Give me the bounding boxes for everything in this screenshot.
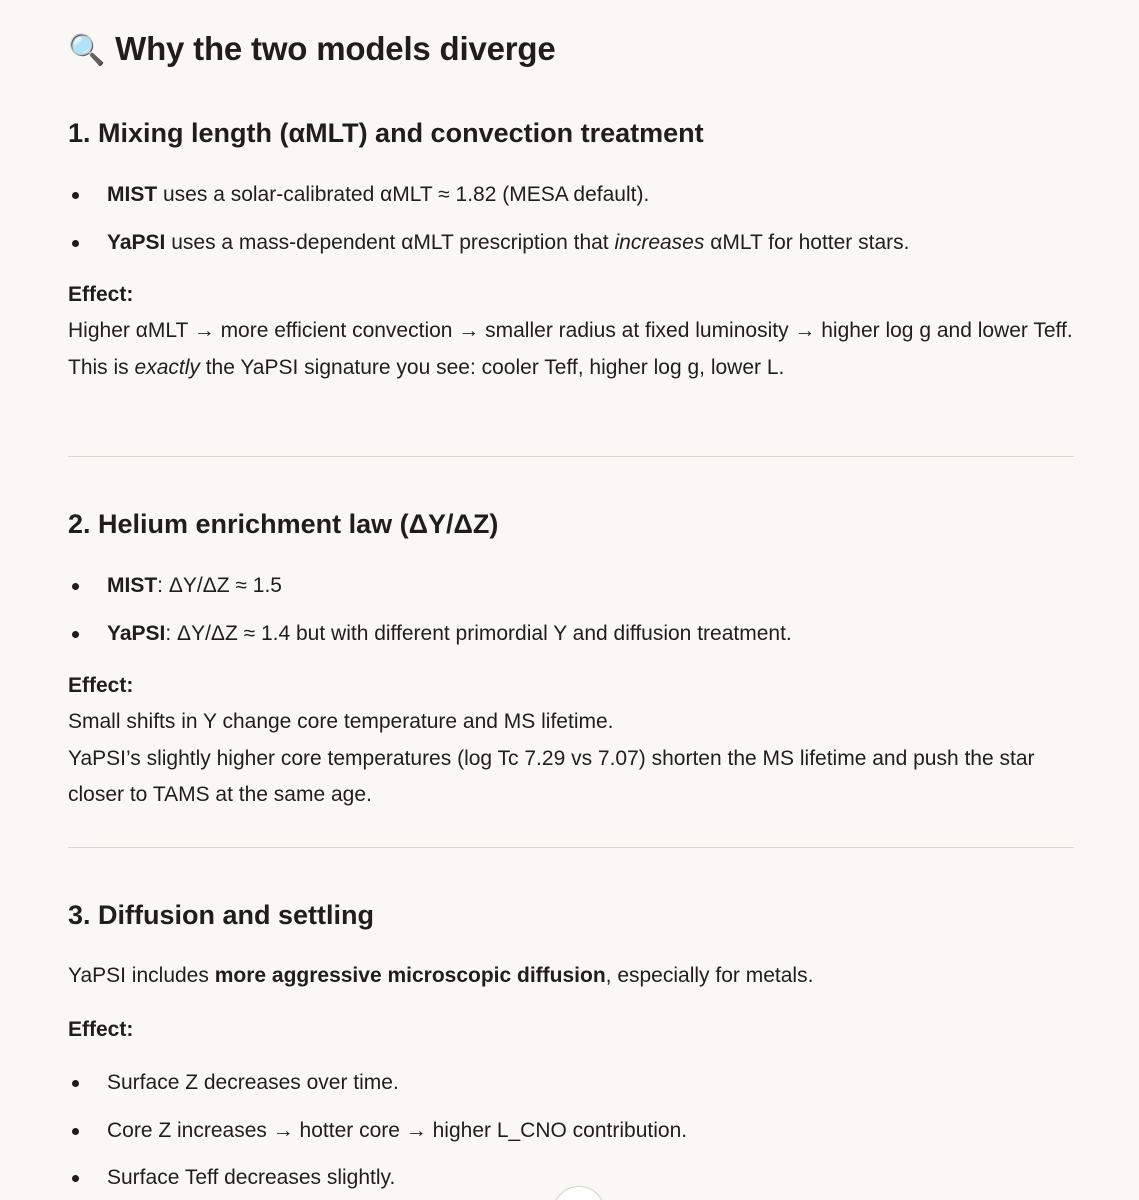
bullet-dot: [72, 240, 79, 247]
scroll-to-bottom-button[interactable]: [553, 1186, 605, 1200]
effect-text: Higher αMLT → more efficient convection → smaller radius at fixed luminosity → higher log g and lower Teff. This is exactly the YaPSI signature you see: cooler Teff, higher log g, lower L.: [68, 319, 1073, 379]
magnifier-icon: 🔍: [68, 34, 106, 67]
bullet-dot: [72, 631, 79, 638]
section-heading: 1. Mixing length (αMLT) and convection treatment: [68, 118, 704, 148]
bullet-dot: [72, 1128, 79, 1135]
bullet-dot: [72, 583, 79, 590]
bullet-dot: [72, 192, 79, 199]
section-heading: 3. Diffusion and settling: [68, 900, 375, 930]
effect-text: Small shifts in Y change core temperature and MS lifetime. YaPSI’s slightly higher core temperatures (log Tc 7.29 vs 7.07) shorten the MS lifetime and push the star closer to TAMS at the same age.: [68, 710, 1035, 806]
bullet-dot: [72, 1080, 79, 1087]
effect-label: Effect:: [68, 283, 134, 306]
section-intro: YaPSI includes more aggressive microscopic diffusion, especially for metals.: [68, 964, 814, 987]
effect-label: Effect:: [68, 1018, 134, 1041]
divider: [68, 456, 1074, 457]
page-title: 🔍 Why the two models diverge: [68, 30, 556, 67]
section-heading: 2. Helium enrichment law (ΔY/ΔZ): [68, 509, 499, 539]
divider: [68, 847, 1074, 848]
bullet-dot: [72, 1175, 79, 1182]
effect-label: Effect:: [68, 674, 134, 697]
